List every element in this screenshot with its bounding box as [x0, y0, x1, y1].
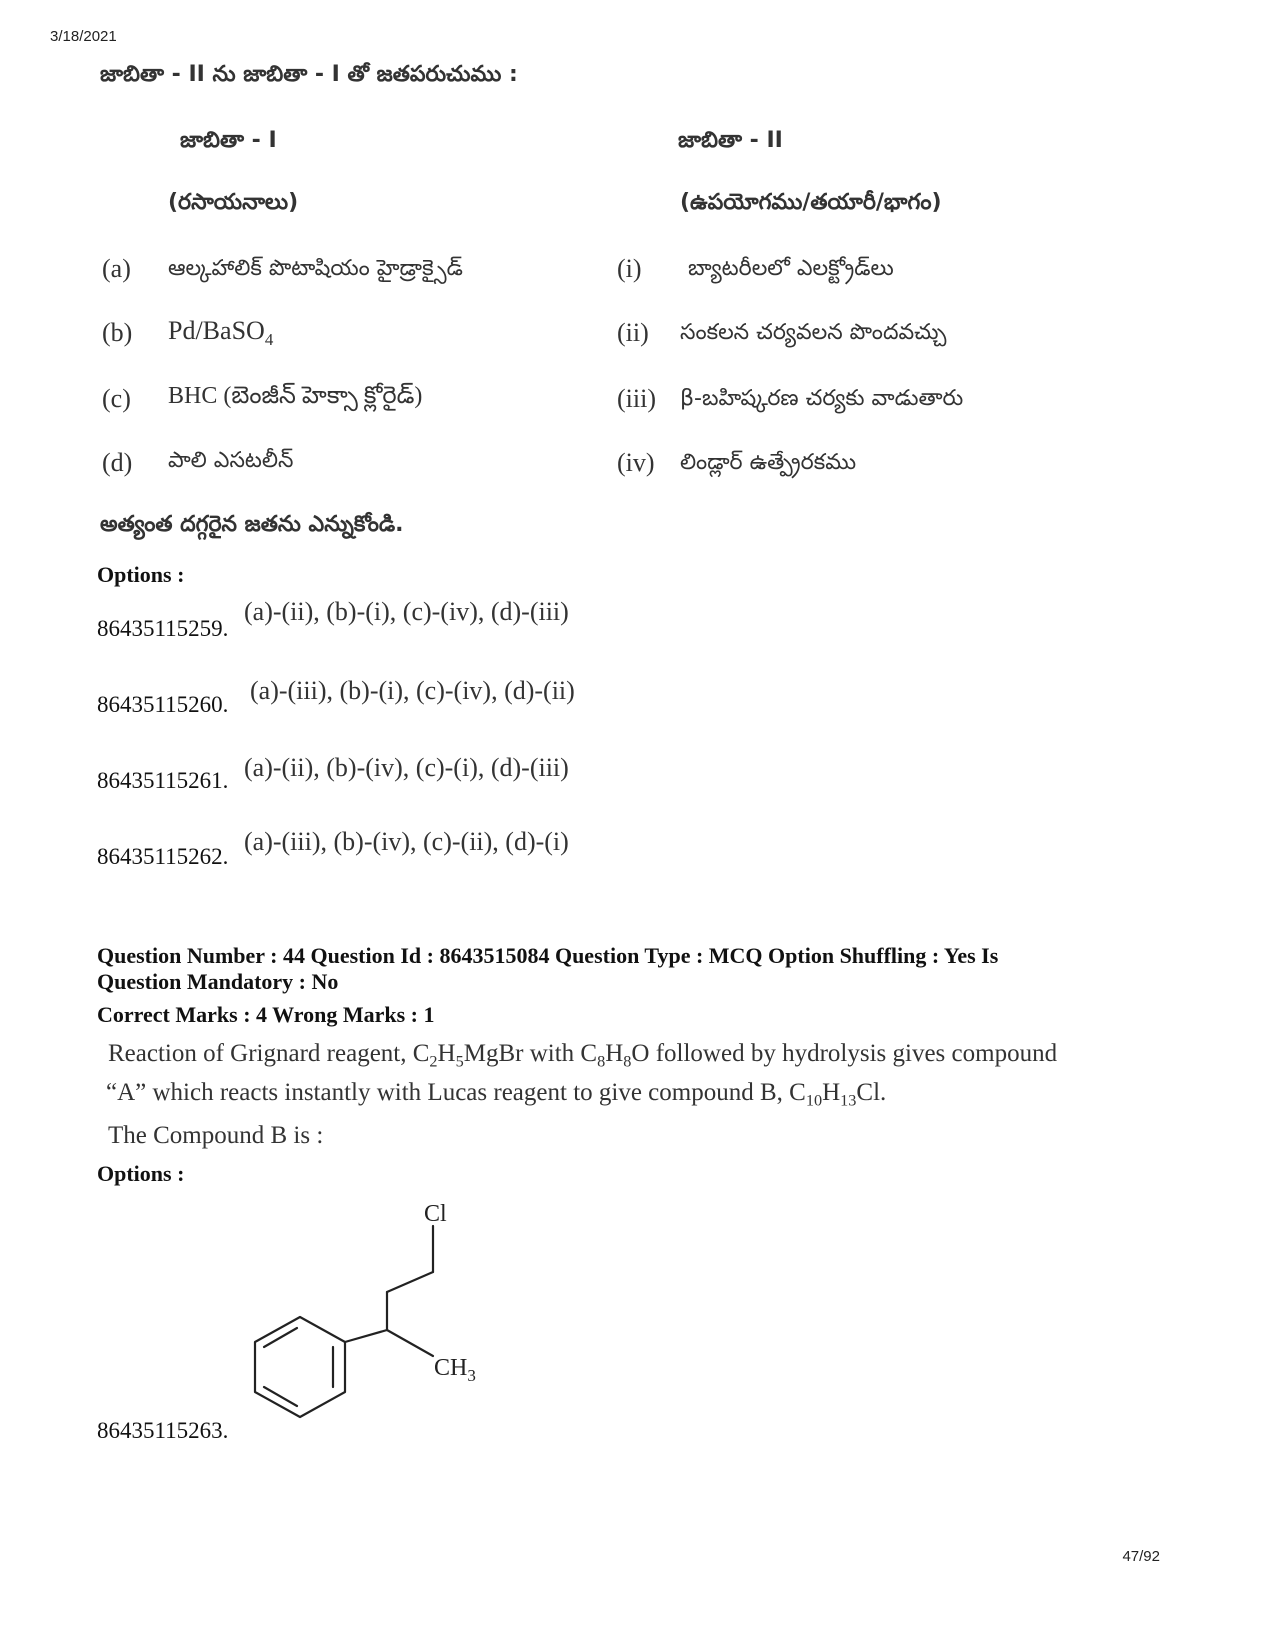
bond	[387, 1272, 433, 1292]
print-date: 3/18/2021	[50, 28, 117, 45]
option-text[interactable]: (a)-(ii), (b)-(iv), (c)-(i), (d)-(iii)	[244, 753, 569, 782]
question-meta	[97, 943, 1147, 995]
bond	[345, 1330, 387, 1342]
list1-label-c: (c)	[102, 384, 131, 413]
options-label: Options :	[97, 562, 185, 587]
list2-label-i: (i)	[617, 254, 642, 283]
list1-item-b: Pd/BaSO$_4$	[168, 316, 274, 349]
page-number: 47/92	[1122, 1548, 1160, 1565]
list1-label-a: (a)	[102, 254, 131, 283]
benzene-ring	[255, 1317, 345, 1417]
list1-title: జాబితా - I	[180, 128, 277, 153]
list2-label-ii: (ii)	[617, 318, 649, 347]
option-text[interactable]: (a)-(iii), (b)-(i), (c)-(iv), (d)-(ii)	[250, 676, 575, 705]
list2-item-iii: β-బహిష్కరణ చర్యకు వాడుతారు	[680, 386, 964, 411]
option-id: 86435115262.	[97, 844, 229, 869]
choose-instruction: అత్యంత దగ్గరైన జతను ఎన్నుకోండి.	[100, 512, 404, 537]
question-text-line1: Reaction of Grignard reagent, $C_2H_5MgBr$ with $C_8H_8O$ followed by hydrolysis gives compound	[108, 1040, 1058, 1071]
list2-label-iii: (iii)	[617, 384, 656, 413]
list1-label-d: (d)	[102, 448, 133, 477]
question-meta-line2: Question Mandatory : No	[97, 969, 339, 994]
list2-item-ii: సంకలన చర్యవలన పొందవచ్చు	[680, 320, 947, 345]
list2-label-iv: (iv)	[617, 448, 655, 477]
question-marks: Correct Marks : 4 Wrong Marks : 1	[97, 1002, 435, 1027]
question-text-line3: The Compound B is :	[108, 1122, 324, 1149]
option-id: 86435115261.	[97, 768, 229, 793]
list2-title: జాబితా - II	[678, 128, 783, 153]
question-text-line2: “A” which reacts instantly with Lucas reagent to give compound B, $C_{10}H_{13}Cl$.	[106, 1079, 887, 1110]
list1-item-c: BHC (బెంజీన్ హెక్సా క్లోరైడ్)	[168, 383, 423, 409]
compound-structure[interactable]	[240, 1195, 540, 1440]
question-options-label: Options :	[97, 1161, 185, 1186]
option-text[interactable]: (a)-(iii), (b)-(iv), (c)-(ii), (d)-(i)	[244, 827, 569, 856]
option-text[interactable]: (a)-(ii), (b)-(i), (c)-(iv), (d)-(iii)	[244, 597, 569, 626]
benzene-inner-bond	[264, 1387, 297, 1406]
option-id: 86435115263.	[97, 1418, 229, 1443]
match-instruction: జాబితా - II ను జాబితా - I తో జతపరుచుము :	[100, 62, 518, 87]
bond	[387, 1330, 433, 1356]
list2-item-i: బ్యాటరీలలో ఎలక్ట్రోడ్‌లు	[688, 256, 894, 281]
list2-subtitle: (ఉపయోగము/తయారీ/భాగం)	[680, 190, 942, 215]
list1-subtitle: (రసాయనాలు)	[168, 190, 299, 215]
atom-label-cl: Cl	[424, 1201, 447, 1227]
option-id: 86435115259.	[97, 616, 229, 641]
option-id: 86435115260.	[97, 692, 229, 717]
atom-label-ch3: $CH_3$	[434, 1355, 476, 1385]
list1-label-b: (b)	[102, 318, 133, 347]
benzene-inner-bond	[264, 1328, 297, 1347]
list1-item-d: పాలి ఎసటలీన్	[168, 448, 294, 473]
question-meta-line1: Question Number : 44 Question Id : 8643515084 Question Type : MCQ Option Shuffling : Yes Is	[97, 943, 999, 968]
list2-item-iv: లిండ్లార్ ఉత్ప్రేరకము	[680, 450, 857, 475]
list1-item-a: ఆల్కహాలిక్ పొటాషియం హైడ్రాక్సైడ్	[168, 256, 463, 281]
